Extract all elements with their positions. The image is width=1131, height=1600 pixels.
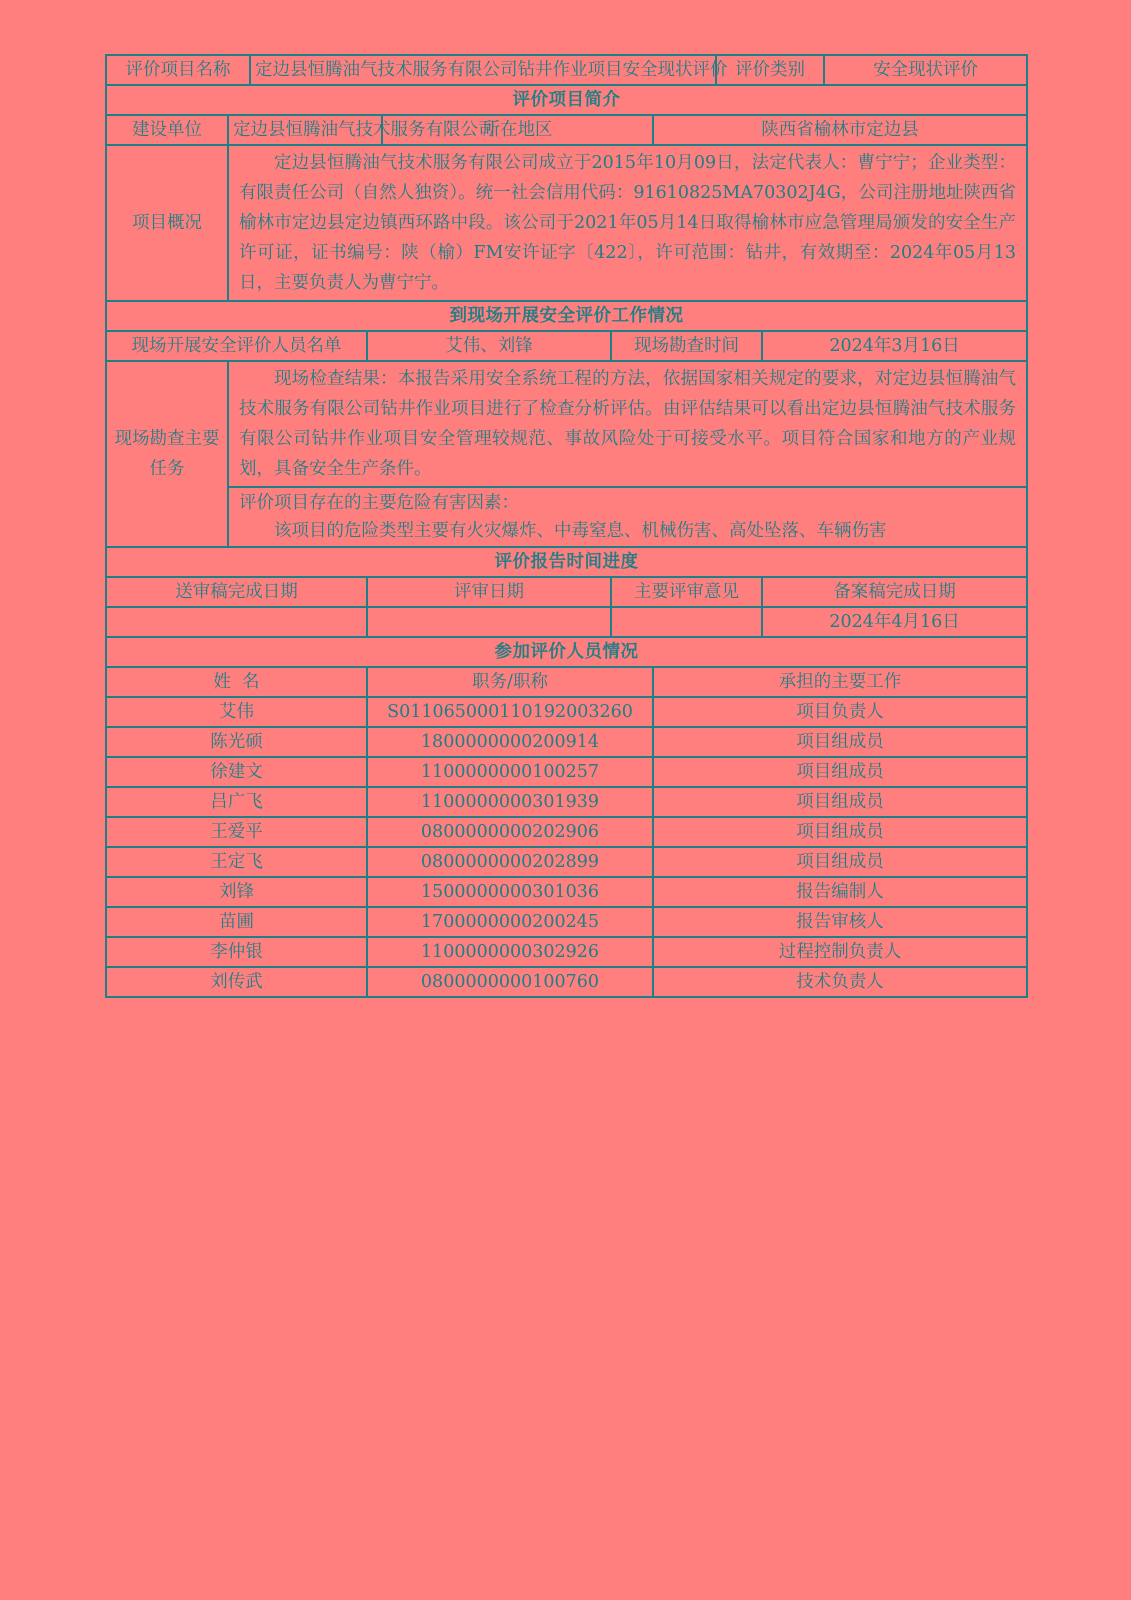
unit-value: 定边县恒腾油气技术服务有限公司 (228, 115, 382, 145)
table-row (106, 727, 1027, 757)
person-title: 1100000000301939 (367, 787, 653, 817)
person-title: 1800000000200914 (367, 727, 653, 757)
table-row (106, 907, 1027, 937)
schedule-value-row (106, 607, 1027, 637)
table-row (106, 847, 1027, 877)
person-name: 刘锋 (106, 877, 367, 907)
schedule-value (367, 607, 611, 637)
personnel-header: 姓 名 (106, 667, 367, 697)
person-role: 技术负责人 (653, 967, 1027, 997)
project-name-row (106, 55, 1027, 85)
unit-label: 建设单位 (106, 115, 228, 145)
person-name: 苗圃 (106, 907, 367, 937)
overview-text: 定边县恒腾油气技术服务有限公司成立于2015年10月09日，法定代表人：曹宁宁；企业类型：有限责任公司（自然人独资）。统一社会信用代码：91610825MA70302J4G，公司注册地址陕西省榆林市定边县定边镇西环路中段。该公司于2021年05月14日取得榆林市应急管理局颁发的安全生产许可证，证书编号：陕（榆）FM安许证字〔422〕，许可范围：钻井，有效期至：2024年05月13日，主要负责人为曹宁宁。 (239, 153, 1017, 293)
region-label: 所在地区 (382, 115, 653, 145)
evaluation-table (105, 54, 1028, 998)
person-title: 1500000000301036 (367, 877, 653, 907)
section-title-personnel: 参加评价人员情况 (106, 637, 1027, 667)
result-text: 现场检查结果：本报告采用安全系统工程的方法，依据国家相关规定的要求，对定边县恒腾油气技术服务有限公司钻井作业项目进行了检查分析评估。由评估结果可以看出定边县恒腾油气技术服务有限公司钻井作业项目安全管理较规范、事故风险处于可接受水平。项目符合国家和地方的产业规划，具备安全生产条件。 (239, 369, 1017, 479)
result-cell (228, 361, 1027, 487)
hazard-text: 该项目的危险类型主要有火灾爆炸、中毒窒息、机械伤害、高处坠落、车辆伤害 (274, 521, 887, 541)
section-title-intro: 评价项目简介 (106, 85, 1027, 115)
person-name: 王爱平 (106, 817, 367, 847)
table-row (106, 697, 1027, 727)
overview-row (106, 145, 1027, 301)
person-role: 项目组成员 (653, 727, 1027, 757)
person-title: 1100000000302926 (367, 937, 653, 967)
table-row (106, 787, 1027, 817)
person-name: 李仲银 (106, 937, 367, 967)
person-name: 徐建文 (106, 757, 367, 787)
person-role: 报告审核人 (653, 907, 1027, 937)
table-row (106, 967, 1027, 997)
personnel-header: 职务/职称 (367, 667, 653, 697)
overview-cell (228, 145, 1027, 301)
person-role: 报告编制人 (653, 877, 1027, 907)
hazard-cell (228, 487, 1027, 547)
schedule-header-row (106, 577, 1027, 607)
person-name: 艾伟 (106, 697, 367, 727)
staff-label: 现场开展安全评价人员名单 (106, 331, 367, 361)
personnel-header-row (106, 667, 1027, 697)
region-value: 陕西省榆林市定边县 (653, 115, 1027, 145)
person-role: 项目组成员 (653, 847, 1027, 877)
person-title: 0800000000100760 (367, 967, 653, 997)
task-label: 现场勘查主要任务 (106, 361, 228, 547)
section-title-onsite: 到现场开展安全评价工作情况 (106, 301, 1027, 331)
schedule-value (611, 607, 762, 637)
category-value: 安全现状评价 (824, 55, 1027, 85)
table-row (106, 877, 1027, 907)
schedule-header: 备案稿完成日期 (762, 577, 1027, 607)
project-name-label: 评价项目名称 (106, 55, 250, 85)
person-title: S011065000110192003260 (367, 697, 653, 727)
person-title: 0800000000202906 (367, 817, 653, 847)
person-role: 项目负责人 (653, 697, 1027, 727)
person-name: 刘传武 (106, 967, 367, 997)
personnel-header: 承担的主要工作 (653, 667, 1027, 697)
schedule-header: 主要评审意见 (611, 577, 762, 607)
evaluation-info-sheet (105, 54, 1026, 998)
hazard-title: 评价项目存在的主要危险有害因素： (239, 493, 519, 513)
person-role: 项目组成员 (653, 817, 1027, 847)
unit-row (106, 115, 1027, 145)
table-row (106, 757, 1027, 787)
overview-label: 项目概况 (106, 145, 228, 301)
person-role: 过程控制负责人 (653, 937, 1027, 967)
person-role: 项目组成员 (653, 787, 1027, 817)
category-label: 评价类别 (716, 55, 824, 85)
table-row (106, 937, 1027, 967)
person-name: 吕广飞 (106, 787, 367, 817)
staff-row (106, 331, 1027, 361)
person-title: 0800000000202899 (367, 847, 653, 877)
person-title: 1100000000100257 (367, 757, 653, 787)
hazard-row (106, 487, 1027, 547)
survey-time-value: 2024年3月16日 (762, 331, 1027, 361)
person-role: 项目组成员 (653, 757, 1027, 787)
schedule-header: 送审稿完成日期 (106, 577, 367, 607)
person-name: 陈光硕 (106, 727, 367, 757)
project-name-value: 定边县恒腾油气技术服务有限公司钻井作业项目安全现状评价 (250, 55, 716, 85)
person-title: 1700000000200245 (367, 907, 653, 937)
table-row (106, 817, 1027, 847)
staff-value: 艾伟、刘锋 (367, 331, 611, 361)
person-name: 王定飞 (106, 847, 367, 877)
schedule-value: 2024年4月16日 (762, 607, 1027, 637)
survey-time-label: 现场勘查时间 (611, 331, 762, 361)
schedule-header: 评审日期 (367, 577, 611, 607)
section-title-schedule: 评价报告时间进度 (106, 547, 1027, 577)
task-row (106, 361, 1027, 487)
schedule-value (106, 607, 367, 637)
